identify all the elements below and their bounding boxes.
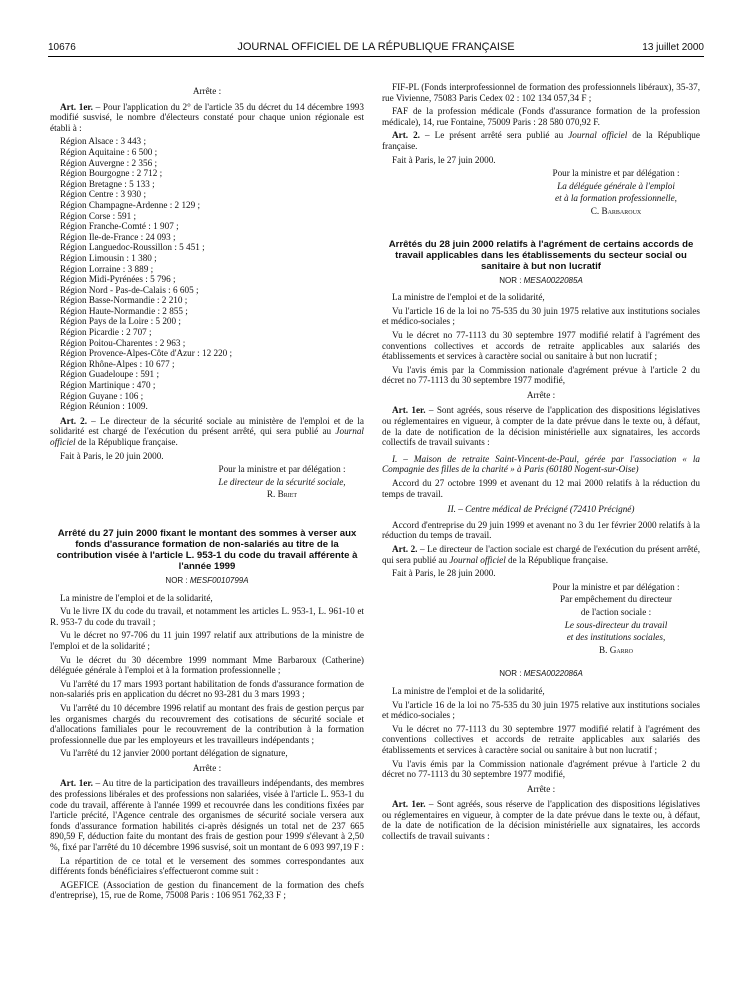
journal-reference: Journal officiel [568,130,628,141]
region-entry: Région Franche-Comté : 1 907 ; [60,221,179,232]
article-text: de la République française. [505,554,609,565]
fund-entry: AGEFICE (Association de gestion du financement de la formation des chefs d'entreprise), 15, rue de Rome, 75008 Paris : 106 951 762,33 F ; [50,879,364,901]
decree-title: Arrêté du 27 juin 2000 fixant le montant des sommes à verser aux fonds d'assurance formation de non-salariés au titre de la contribution visée à l'article L. 953-1 du code du travail afférente à l'année 1999 [56,527,358,572]
signature-role: et à la formation professionnelle, [555,193,677,204]
signatory-name: R. Briet [266,489,298,500]
visa-paragraph: Vu le décret no 77-1113 du 30 septembre 1977 modifié relatif à l'agrément des conventions collectives et accords de retraite applicables aux salariés des établissements et services à caractère social ou sanitaire à but non lucratif ; [382,723,700,755]
signatory-name: C. Barbaroux [590,205,642,216]
article-label: Art. 1er. [392,405,426,416]
region-entry: Région Basse-Normandie : 2 210 ; [60,295,188,306]
repartition-paragraph: La répartition de ce total et le versement des sommes correspondantes aux différents fonds bénéficiaires s'effectueront comme suit : [50,855,364,877]
region-entry: Région Lorraine : 3 889 ; [60,263,154,274]
region-entry: Région Réunion : 1009. [60,401,148,412]
region-entry: Région Bretagne : 5 133 ; [60,178,155,189]
page-number: 10676 [48,42,76,53]
region-entry: Région Ile-de-France : 24 093 ; [60,231,176,242]
nor-label: NOR : [499,275,524,285]
journal-title: JOURNAL OFFICIEL DE LA RÉPUBLIQUE FRANÇAISE [237,41,515,53]
region-entry: Région Champagne-Ardenne : 2 129 ; [60,199,201,210]
region-entry: Région Centre : 3 930 ; [60,189,146,200]
visa-paragraph: Vu le livre IX du code du travail, et notamment les articles L. 953-1, L. 961-10 et R. 953-7 du code du travail ; [50,606,364,627]
article-2-paragraph [50,416,364,448]
arrete-heading: Arrête : [192,762,222,773]
region-entry: Région Picardie : 2 707 ; [60,327,152,338]
visa-paragraph: Vu l'arrêté du 12 janvier 2000 portant délégation de signature, [60,748,288,759]
signature-role: et des institutions sociales, [566,632,666,643]
article-text: de la République française. [75,437,178,447]
article-text: – Sont agréés, sous réserve de l'application des dispositions législatives ou réglementaires en vigueur, à compter de la date prévue dans le texte ou, à défaut, de la date de notification de la décision ministérielle aux signataires, les accords collectifs de travail suivants : [382,799,700,842]
region-entry: Région Poitou-Charentes : 2 963 ; [60,337,186,348]
region-entry: Région Rhône-Alpes : 10 677 ; [60,358,175,369]
article-1-paragraph [50,102,364,134]
accord-item-text: Accord d'entreprise du 29 juin 1999 et avenant no 3 du 1er février 2000 relatifs à la réduction du temps de travail. [382,519,700,541]
arrete-heading: Arrête : [526,783,556,794]
signature-role: Le sous-directeur du travail [564,619,668,630]
article-1-paragraph [382,405,700,447]
nor-code: MESA0022085A [523,275,583,285]
signature-line: Pour la ministre et par délégation : [552,581,680,592]
accord-item-title: I. – Maison de retraite Saint-Vincent-de-Paul, gérée par l'association « la Compagnie des filles de la charité » à Paris (60180 Nogent-sur-Oise) [382,453,700,475]
article-label: Art. 2. [392,130,420,141]
nor-reference [382,276,700,287]
region-entry: Région Corse : 591 ; [60,210,137,221]
region-entry: Région Aquitaine : 6 500 ; [60,146,158,157]
article-text: – Le directeur de la sécurité sociale au ministère de l'emploi et de la solidarité est chargé de l'exécution du présent arrêté, qui sera publié au [50,415,364,437]
region-entry: Région Haute-Normandie : 2 855 ; [60,305,188,316]
visa-paragraph: Vu le décret no 77-1113 du 30 septembre 1977 modifié relatif à l'agrément des conventions collectives et accords de retraite applicables aux salariés des établissements et services à caractère social ou sanitaire à but non lucratif ; [382,329,700,362]
region-list [50,136,364,411]
ministre-line: La ministre de l'emploi et de la solidarité, [392,292,545,303]
left-column [50,82,364,904]
region-entry: Région Bourgogne : 2 712 ; [60,168,163,179]
visa-paragraph: Vu l'arrêté du 10 décembre 1996 relatif au montant des frais de gestion perçus par les organismes chargés du recouvrement des cotisations de sécurité sociale et d'allocations familiales pour le recouvrement de la contribution à la formation professionnelle due par les employeurs et les travailleurs indépendants ; [50,702,364,745]
region-entry: Région Alsace : 3 443 ; [60,136,146,147]
region-entry: Région Martinique : 470 ; [60,380,156,391]
page-header [48,40,704,57]
region-entry: Région Guadeloupe : 591 ; [60,369,160,380]
article-label: Art. 1er. [392,799,426,810]
article-text: de la République française. [382,130,700,151]
nor-code: MESF0010799A [189,575,249,585]
nor-code: MESA0022086A [523,669,583,679]
signature-role: Le directeur de la sécurité sociale, [218,476,346,487]
signature-line: Pour la ministre et par délégation : [552,168,680,179]
right-column [382,82,700,845]
region-entry: Région Guyane : 106 ; [60,390,144,401]
nor-reference [50,576,364,587]
visa-paragraph: Vu l'avis émis par la Commission nationale d'agrément prévue à l'article 2 du décret no 77-1113 du 30 septembre 1977 modifié, [382,364,700,386]
article-text: – Au titre de la participation des travailleurs indépendants, des membres des professions libérales et des professions non salariées, visée à l'article L. 953-1 du code du travail, afférente à l'année 1999 et recouvrée dans les conditions fixées par l'article précité, l'Agence centrale des organismes de sécurité sociale versera aux fonds d'assurance formation habilités ci-après désignés un total net de 237 665 890,59 F, déduction faite du montant des frais de gestion pour 1999 s'élevant à 2,50 %, fixé par l'arrêté du 10 décembre 1996 susvisé, soit un montant de 6 093 997,19 F : [50,778,364,853]
article-label: Art. 1er. [60,101,93,112]
visa-paragraph: Vu l'arrêté du 17 mars 1993 portant habilitation de fonds d'assurance formation de non-salariés pris en application du décret no 93-281 du 3 mars 1993 ; [50,678,364,700]
article-text: – Pour l'application du 2° de l'article 35 du décret du 14 décembre 1993 modifié susvisé, le nombre d'électeurs constaté pour chaque union régionale est établi à : [50,101,364,133]
nor-label: NOR : [499,669,524,679]
issue-date: 13 juillet 2000 [642,42,704,53]
signature-line: Par empêchement du directeur [560,594,672,605]
visa-paragraph: Vu l'article 16 de la loi no 75-535 du 30 juin 1975 relative aux institutions sociales et médico-sociales ; [382,305,700,327]
signatory-name: B. Garro [598,644,634,655]
article-text: – Le directeur de l'action sociale est chargé de l'exécution du présent arrêté, qui sera publié au [382,544,700,565]
article-label: Art. 1er. [60,778,93,789]
visa-paragraph: Vu le décret du 30 décembre 1999 nommant Mme Barbaroux (Catherine) déléguée générale à l'emploi et à la formation professionnelle ; [50,654,364,676]
visa-paragraph: Vu l'article 16 de la loi no 75-535 du 30 juin 1975 relative aux institutions sociales et médico-sociales ; [382,699,700,721]
ministre-line: La ministre de l'emploi et de la solidarité, [60,592,213,603]
journal-reference: Journal officiel [50,426,364,447]
region-entry: Région Languedoc-Roussillon : 5 451 ; [60,242,205,253]
fait-a-paris: Fait à Paris, le 20 juin 2000. [60,450,164,461]
signature-line: de l'action sociale : [580,606,652,617]
decree-title: Arrêtés du 28 juin 2000 relatifs à l'agrément de certains accords de travail applicables dans les établissements du secteur social ou sanitaire à but non lucratif [388,238,694,272]
region-entry: Région Pays de la Loire : 5 200 ; [60,316,181,327]
arrete-heading: Arrête : [526,389,556,400]
nor-reference [382,669,700,680]
accord-item-title: II. – Centre médical de Précigné (72410 Précigné) [447,504,635,515]
article-text: – Le présent arrêté sera publié au [419,130,569,141]
visa-paragraph: Vu l'avis émis par la Commission nationale d'agrément prévue à l'article 2 du décret no 77-1113 du 30 septembre 1977 modifié, [382,758,700,780]
nor-label: NOR : [165,575,190,585]
region-entry: Région Limousin : 1 380 ; [60,252,157,263]
ministre-line: La ministre de l'emploi et de la solidarité, [392,685,545,696]
article-2-paragraph [382,544,700,565]
article-label: Art. 2. [392,544,418,554]
signature-line: Pour la ministre et par délégation : [218,464,346,475]
region-entry: Région Midi-Pyrénées : 5 796 ; [60,274,176,285]
fait-a-paris: Fait à Paris, le 28 juin 2000. [392,568,496,579]
article-text: – Sont agréés, sous réserve de l'application des dispositions législatives ou réglementaires en vigueur, à compter de la date prévue dans le texte ou, à défaut, de la date de notification de la décision ministérielle aux signataires, les accords collectifs de travail suivants : [382,405,700,448]
article-label: Art. 2. [60,415,88,426]
arrete-heading: Arrête : [192,86,222,96]
signature-role: La déléguée générale à l'emploi [557,180,675,191]
accord-item-text: Accord du 27 octobre 1999 et avenant du 12 mai 2000 relatifs à la réduction du temps de travail. [382,478,700,499]
fund-entry: FIF-PL (Fonds interprofessionnel de formation des professionnels libéraux), 35-37, rue Vivienne, 75083 Paris Cedex 02 : 102 134 057,34 F ; [382,82,700,103]
visa-paragraph: Vu le décret no 97-706 du 11 juin 1997 relatif aux attributions de la ministre de l'emploi et de la solidarité ; [50,630,364,651]
region-entry: Région Provence-Alpes-Côte d'Azur : 12 220 ; [60,348,233,359]
article-1-paragraph [50,778,364,852]
fait-a-paris: Fait à Paris, le 27 juin 2000. [392,154,496,165]
region-entry: Région Auvergne : 2 356 ; [60,157,158,168]
article-2-paragraph [382,130,700,151]
region-entry: Région Nord - Pas-de-Calais : 6 605 ; [60,284,199,295]
journal-reference: Journal officiel [449,554,506,565]
fund-entry: FAF de la profession médicale (Fonds d'assurance formation de la profession médicale), 14, rue Fontaine, 75009 Paris : 28 580 070,92 F. [382,106,700,127]
article-1-paragraph [382,799,700,841]
